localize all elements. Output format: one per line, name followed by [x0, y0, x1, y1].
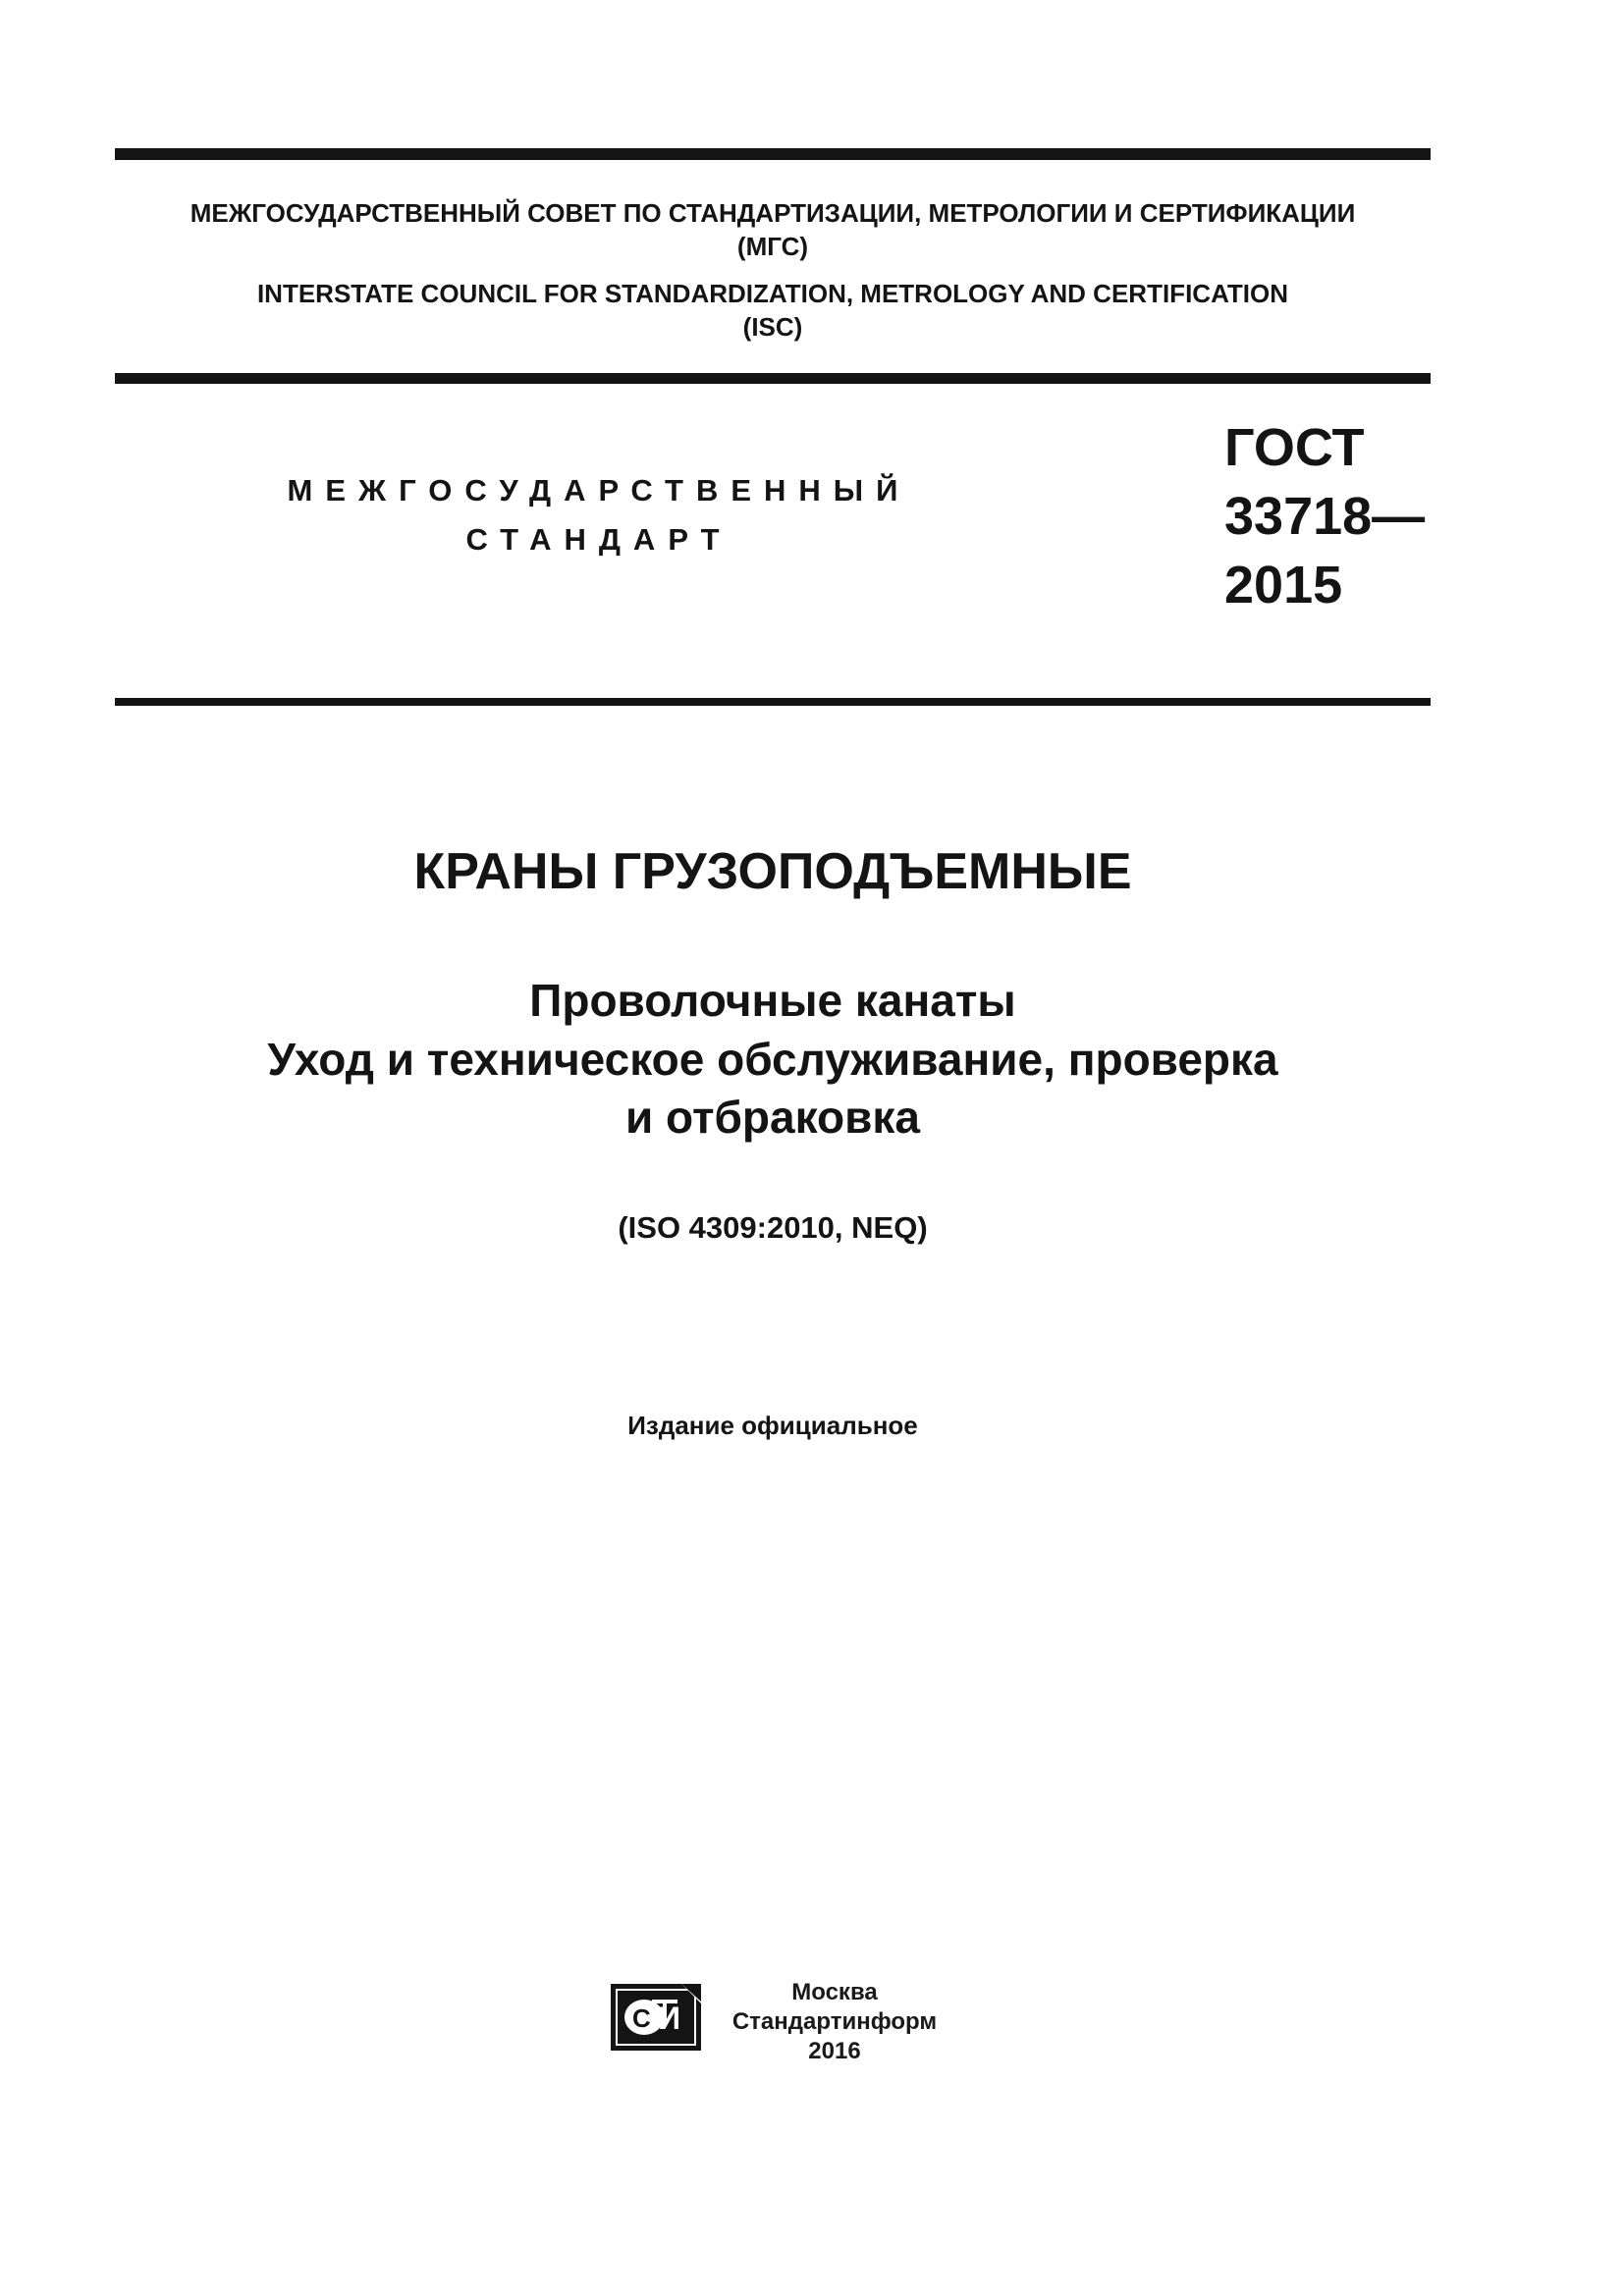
- gost-year: 2015: [1224, 556, 1343, 614]
- gost-label: ГОСТ: [1224, 418, 1365, 477]
- header-rule: [115, 373, 1431, 384]
- council-name-ru: МЕЖГОСУДАРСТВЕННЫЙ СОВЕТ ПО СТАНДАРТИЗАЦИИ, МЕТРОЛОГИИ И СЕРТИФИКАЦИИ: [189, 198, 1356, 228]
- iso-reference: (ISO 4309:2010, NEQ): [618, 1210, 928, 1245]
- standartinform-logo-icon: [609, 1978, 707, 2056]
- standard-kind-line1: МЕЖГОСУДАРСТВЕННЫЙ: [287, 473, 911, 507]
- section-rule: [115, 698, 1431, 706]
- svg-text:И: И: [658, 2001, 680, 2036]
- document-title: КРАНЫ ГРУЗОПОДЪЕМНЫЕ: [413, 843, 1132, 900]
- document-subtitle-line2: Уход и техническое обслуживание, проверка: [267, 1034, 1278, 1085]
- council-abbr-ru: (МГС): [736, 232, 809, 261]
- publisher-name: Стандартинформ: [731, 2008, 938, 2035]
- publisher-city: Москва: [791, 1979, 878, 2005]
- council-name-en: INTERSTATE COUNCIL FOR STANDARDIZATION, METROLOGY AND CERTIFICATION: [256, 279, 1289, 308]
- gost-number: 33718—: [1224, 487, 1426, 546]
- publisher-year: 2016: [808, 2038, 861, 2064]
- svg-text:С: С: [632, 2003, 651, 2033]
- council-abbr-en: (ISC): [742, 312, 803, 342]
- document-subtitle-line3: и отбраковка: [624, 1092, 921, 1143]
- top-rule: [115, 148, 1431, 160]
- document-subtitle-line1: Проволочные канаты: [529, 975, 1016, 1026]
- edition-label: Издание официальное: [627, 1411, 918, 1440]
- standard-kind-line2: СТАНДАРТ: [465, 522, 732, 557]
